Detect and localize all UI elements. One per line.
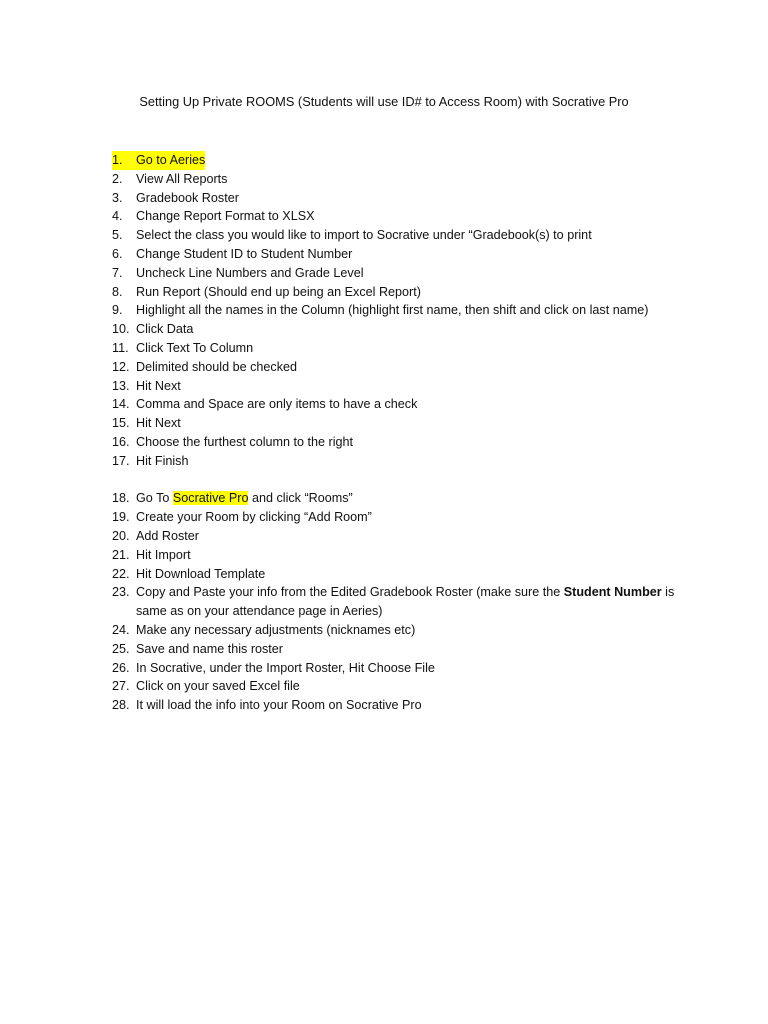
step-text-suffix: and click “Rooms” [248, 491, 353, 506]
step-number: 1. [112, 153, 123, 167]
step-text [136, 489, 682, 508]
step-text: Uncheck Line Numbers and Grade Level [136, 265, 364, 280]
step-number: 6. [112, 246, 123, 261]
step-text: Highlight all the names in the Column (highlight first name, then shift and click on last name) [136, 303, 649, 318]
list-item [112, 677, 682, 696]
step-number: 16. [112, 434, 130, 449]
list-item [112, 452, 682, 471]
step-text: Save and name this roster [136, 641, 284, 656]
step-text-suffix: is same as on your attendance page in Aeries) [136, 585, 675, 619]
list-item [112, 301, 682, 320]
list-item [112, 283, 682, 302]
list-item [112, 320, 682, 339]
list-item [112, 696, 682, 715]
list-item [112, 395, 682, 414]
step-text-prefix: Go To [136, 491, 173, 506]
list-item [112, 659, 682, 678]
step-number: 20. [112, 528, 130, 543]
step-number: 14. [112, 397, 130, 412]
step-number: 28. [112, 698, 130, 713]
step-1-highlight [112, 151, 205, 170]
step-text: Choose the furthest column to the right [136, 434, 354, 449]
step-text-prefix: Copy and Paste your info from the Edited Gradebook Roster (make sure the [136, 585, 564, 600]
step-text: In Socrative, under the Import Roster, Hit Choose File [136, 660, 435, 675]
list-item [112, 151, 682, 170]
list-item [112, 170, 682, 189]
step-number: 5. [112, 228, 123, 243]
step-text: Hit Import [136, 547, 191, 562]
list-item [112, 489, 682, 508]
step-number: 3. [112, 190, 123, 205]
student-number-emphasis: Student Number [563, 585, 662, 600]
step-number: 18. [112, 491, 130, 506]
document-title: Setting Up Private ROOMS (Students will use ID# to Access Room) with Socrative Pro [139, 94, 629, 109]
list-item [112, 527, 682, 546]
list-item [112, 640, 682, 659]
step-number: 26. [112, 660, 130, 675]
step-text: Add Roster [136, 528, 199, 543]
step-text: Click Data [136, 322, 194, 337]
list-item [112, 245, 682, 264]
step-text: Click Text To Column [136, 340, 254, 355]
step-text [136, 583, 682, 621]
step-text: Gradebook Roster [136, 190, 239, 205]
step-text: Create your Room by clicking “Add Room” [136, 510, 372, 525]
step-text: View All Reports [136, 171, 228, 186]
list-item [112, 621, 682, 640]
step-text: Comma and Space are only items to have a check [136, 397, 418, 412]
step-number: 9. [112, 303, 123, 318]
step-number: 17. [112, 453, 130, 468]
step-number: 22. [112, 566, 130, 581]
list-item [112, 264, 682, 283]
step-number: 4. [112, 209, 123, 224]
step-text: Hit Next [136, 416, 181, 431]
step-number: 15. [112, 416, 130, 431]
step-number: 19. [112, 510, 130, 525]
list-item [112, 433, 682, 452]
list-item [112, 565, 682, 584]
step-number: 12. [112, 359, 130, 374]
list-item [112, 226, 682, 245]
list-item [112, 508, 682, 527]
step-text: Change Student ID to Student Number [136, 246, 353, 261]
step-text: Run Report (Should end up being an Excel Report) [136, 284, 421, 299]
step-text: Hit Download Template [136, 566, 266, 581]
list-item [112, 414, 682, 433]
list-item [112, 339, 682, 358]
step-text: Make any necessary adjustments (nicknames etc) [136, 622, 416, 637]
socrative-pro-highlight: Socrative Pro [172, 491, 249, 506]
step-text: Select the class you would like to import to Socrative under “Gradebook(s) to print [136, 228, 592, 243]
list-item [112, 546, 682, 565]
list-item [112, 583, 682, 621]
list-item [112, 377, 682, 396]
step-text: Go to Aeries [136, 153, 206, 167]
step-number: 7. [112, 265, 123, 280]
step-number: 25. [112, 641, 130, 656]
step-number: 10. [112, 322, 130, 337]
step-number: 24. [112, 622, 130, 637]
step-text: Hit Finish [136, 453, 189, 468]
step-number: 27. [112, 679, 130, 694]
list-item [112, 358, 682, 377]
step-number: 13. [112, 378, 130, 393]
step-number: 23. [112, 585, 130, 600]
step-text: Change Report Format to XLSX [136, 209, 315, 224]
step-text: It will load the info into your Room on Socrative Pro [136, 698, 422, 713]
list-item [112, 189, 682, 208]
step-number: 21. [112, 547, 130, 562]
step-number: 8. [112, 284, 123, 299]
step-number: 11. [112, 340, 129, 355]
step-text: Hit Next [136, 378, 181, 393]
step-number: 2. [112, 171, 123, 186]
list-item [112, 207, 682, 226]
step-text: Delimited should be checked [136, 359, 298, 374]
steps-list [112, 151, 682, 715]
section-gap [112, 471, 682, 490]
step-text: Click on your saved Excel file [136, 679, 300, 694]
